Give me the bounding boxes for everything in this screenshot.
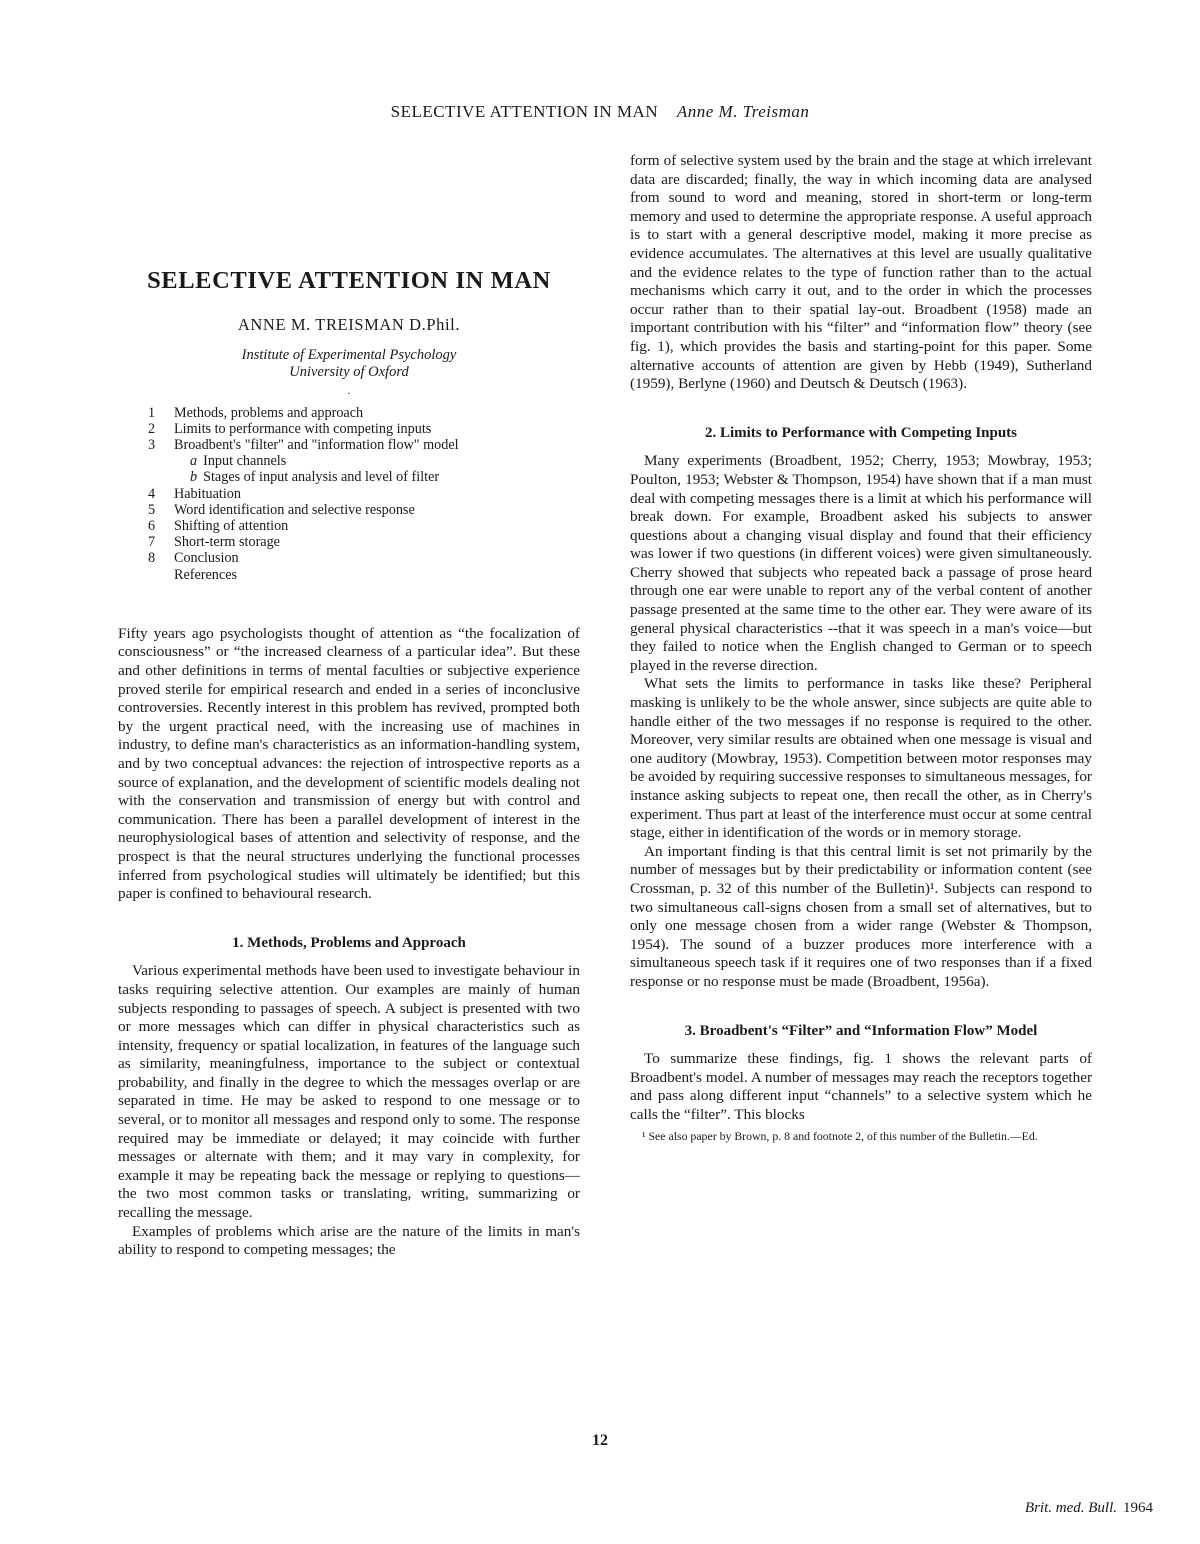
journal-citation <box>1025 1500 1153 1517</box>
section-heading-1: 1. Methods, Problems and Approach <box>232 934 466 951</box>
running-head-author: Anne M. Treisman <box>676 102 810 121</box>
body-paragraph: To summarize these findings, fig. 1 shows the relevant parts of Broadbent's model. A number of messages may reach the receptors together and pass along different input “channels” to a selective system which he calls the “filter”. This blocks <box>630 1050 1092 1123</box>
right-column <box>630 152 1092 1143</box>
toc-item-label: Habituation <box>174 485 241 502</box>
body-paragraph: What sets the limits to performance in tasks like these? Peripheral masking is unlikely to be the whole answer, since subjects are quite able to handle either of the two messages if no response is required to the other. Moreover, very similar results are obtained when one message is visual and one auditory (Mowbray, 1953). Competition between motor responses may be avoided by requiring successive responses to simultaneous messages, for instance asking subjects to repeat one, then recall the other, as in Cherry's experiment. Thus part at least of the interference must occur at some central stage, either in identification of the words or in memory storage. <box>630 675 1092 842</box>
intro-paragraph: Fifty years ago psychologists thought of attention as “the focalization of consciousness” or “the increased clearness of a particular idea”. But these and other definitions in terms of mental faculties or subjective experience proved sterile for empirical research and ended in a series of inconclusive controversies. Recently interest in this problem has revived, prompted both by the urgent practical need, with the increasing use of machines in industry, to define man's characteristics as an information-handling system, and by two conceptual advances: the rejection of introspective reports as a source of explanation, and the development of scientific models dealing not with the conservation and transmission of energy but with control and communication. There has been a parallel development of interest in the neurophysiological bases of attention and selectivity of response, and the prospect is that the neural structures underlying the functional processes inferred from psychological studies will ultimately be identified; but this paper is confined to behavioural research. <box>118 624 580 903</box>
separator-dot: . <box>347 382 351 397</box>
footnote: ¹ See also paper by Brown, p. 8 and footnote 2, of this number of the Bulletin.—Ed. <box>642 1128 1038 1143</box>
toc-item <box>148 550 580 566</box>
article-author: ANNE M. TREISMAN D.Phil. <box>237 315 461 334</box>
toc-item <box>148 437 580 453</box>
toc-subitem-letter: a <box>190 453 198 470</box>
running-head <box>0 102 1200 122</box>
toc-subitem-label: Stages of input analysis and level of filter <box>203 469 440 486</box>
toc-item <box>148 534 580 550</box>
body-paragraph: Many experiments (Broadbent, 1952; Cherry, 1953; Mowbray, 1953; Poulton, 1953; Webster & Thompson, 1954) have shown that if a man must deal with competing messages there is a limit at which his performance will break down. For example, Broadbent asked his subjects to answer questions about a changing visual display and found that their efficiency was lower if two questions (in different voices) were given simultaneously. Cherry showed that subjects who repeated back a passage of prose heard through one ear were unable to report any of the verbal content of another passage presented at the same time to the other ear. They were aware of its general physical characteristics --that it was speech in a man's voice—but they failed to notice when the English changed to German or to speech played in the reverse direction. <box>630 452 1092 674</box>
body-paragraph: An important finding is that this central limit is set not primarily by the number of messages but by their predictability or information content (see Crossman, p. 32 of this number of the Bulletin)¹. Subjects can respond to two simultaneous call-signs chosen from a small set of alternatives, but to only one message chosen from a wider range (Webster & Thompson, 1954). The sound of a buzzer produces more interference with a simultaneous speech task if it requires one of two responses than if a fixed response or no response must be made (Broadbent, 1956a). <box>630 842 1092 990</box>
page-number: 12 <box>592 1432 608 1449</box>
affiliation <box>118 347 580 381</box>
toc-item-label: Broadbent's "filter" and "information flow" model <box>174 437 459 453</box>
toc-subitem-label: Input channels <box>203 453 287 470</box>
toc-references: References <box>174 566 238 583</box>
toc-item-label: Short-term storage <box>174 534 280 551</box>
toc-item-number: 4 <box>148 485 156 502</box>
toc-item-number: 8 <box>148 550 156 567</box>
section-heading-2: 2. Limits to Performance with Competing Inputs <box>704 424 1018 441</box>
body-paragraph: Examples of problems which arise are the nature of the limits in man's ability to respond to competing messages; the <box>118 1222 580 1259</box>
toc-item <box>148 421 580 437</box>
body-paragraph: Various experimental methods have been used to investigate behaviour in tasks requiring selective attention. Our examples are mainly of human subjects responding to passages of speech. A subject is presented with two or more messages which can differ in physical characteristics such as intensity, frequency or spatial localization, in features of the language such as similarity, meaningfulness, importance to the subject or contextual probability, and finally in the degree to which the messages overlap or are separated in time. He may be asked to respond to one message or to several, or to monitor all messages and respond only to some. The response required may be immediate or delayed; it may coincide with further messages or alternate with them; and it may vary in complexity, for example it may be repeating back the message or replying to questions—the two most common tasks or translating, writing, summarizing or recalling the message. <box>118 962 580 1222</box>
affiliation-university: University of Oxford <box>289 363 409 380</box>
article-title: SELECTIVE ATTENTION IN MAN <box>147 267 551 294</box>
left-column <box>118 152 580 1260</box>
toc-item-label: Methods, problems and approach <box>174 404 364 421</box>
toc-subitem-letter: b <box>190 469 198 486</box>
toc-item <box>148 486 580 502</box>
toc-item-label: Word identification and selective response <box>174 501 415 518</box>
toc-item-number: 2 <box>148 420 156 437</box>
toc-item <box>148 502 580 518</box>
running-head-title: SELECTIVE ATTENTION IN MAN <box>390 102 659 121</box>
toc-item-number: 5 <box>148 501 156 518</box>
toc-item-label: Conclusion <box>174 550 239 567</box>
table-of-contents <box>148 405 580 583</box>
toc-item <box>148 518 580 534</box>
toc-item <box>148 405 580 421</box>
toc-item-number: 1 <box>148 404 156 421</box>
toc-subitem <box>148 453 580 469</box>
toc-item-label: Limits to performance with competing inputs <box>174 420 432 437</box>
affiliation-institute: Institute of Experimental Psychology <box>241 346 457 363</box>
section-heading-3: 3. Broadbent's “Filter” and “Information Flow” Model <box>684 1022 1038 1039</box>
toc-item-number: 7 <box>148 534 156 551</box>
journal-name: Brit. med. Bull. <box>1024 1500 1117 1516</box>
body-paragraph: form of selective system used by the brain and the stage at which irrelevant data are discarded; finally, the way in which incoming data are analysed from sound to word and meaning, stored in short-term or long-term memory and used to determine the appropriate response. A useful approach is to start with a general descriptive model, making it more precise as evidence accumulates. The alternatives at this level are usually qualitative and the evidence relates to the type of function rather than to the actual mechanisms which carry it out, and to the order in which the processes occur rather than to their spatial lay-out. Broadbent (1958) made an important contribution with his “filter” and “information flow” theory (see fig. 1), which provides the basis and starting-point for this paper. Some alternative accounts of attention are given by Hebb (1949), Sutherland (1959), Berlyne (1960) and Deutsch & Deutsch (1963). <box>630 152 1092 393</box>
toc-item-number: 3 <box>148 437 156 453</box>
toc-item-number: 6 <box>148 518 156 535</box>
toc-subitem <box>148 469 580 485</box>
journal-year: 1964 <box>1123 1500 1153 1516</box>
toc-item-label: Shifting of attention <box>174 518 289 535</box>
